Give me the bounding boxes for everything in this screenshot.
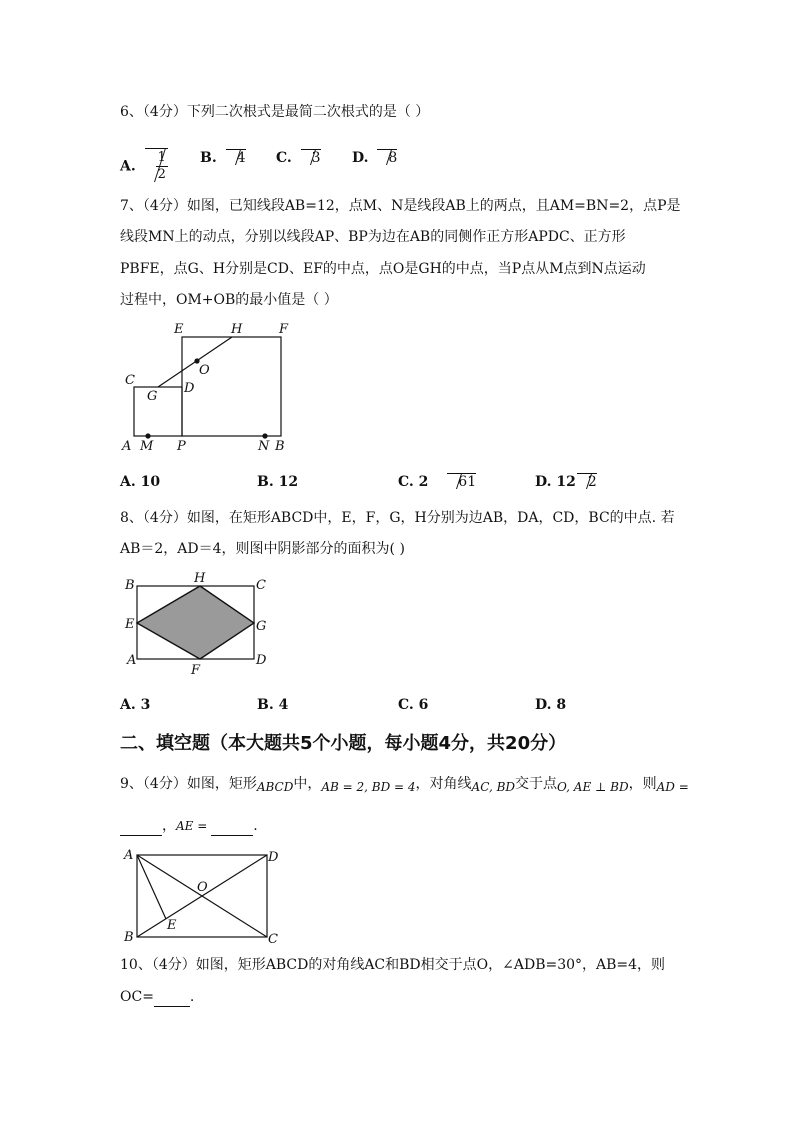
q7-option-a-value: 10 xyxy=(140,474,161,490)
q9-prefix: 9、（4分）如图，矩形 xyxy=(120,776,257,792)
q7-label-m: M xyxy=(140,439,154,454)
q7-option-a-label: A. xyxy=(120,474,136,490)
q8-option-a[interactable] xyxy=(120,695,150,715)
q8-line-1: 8、（4分）如图，在矩形ABCD中，E，F，G，H分别为边AB，DA，CD，BC的中点. 若 xyxy=(120,510,675,526)
q7-label-o: O xyxy=(199,363,210,378)
q9-figure xyxy=(118,845,288,945)
q9-label-b: B xyxy=(124,930,134,945)
q9-label-d: D xyxy=(268,850,279,865)
q10-line-1: 10、（4分）如图，矩形ABCD的对角线AC和BD相交于点O，∠ADB=30°，AB=4，则 xyxy=(120,957,666,973)
q8-label-a: A xyxy=(127,653,137,668)
q7-line-3: PBFE，点G、H分别是CD、EF的中点，点O是GH的中点，当P点从M点到N点运动 xyxy=(120,261,646,277)
q7-label-p: P xyxy=(177,439,186,454)
q7-option-b-label: B. xyxy=(257,474,274,490)
q9-separator: ， xyxy=(162,818,176,834)
q8-option-b-value: 4 xyxy=(278,697,289,713)
q8-label-e: E xyxy=(125,617,135,632)
q7-option-d-radical: 2 xyxy=(577,473,597,490)
q6-option-c-label: C. xyxy=(276,150,292,166)
q8-option-d-label: D. xyxy=(535,697,552,713)
q8-label-f: F xyxy=(191,663,201,678)
q8-option-a-label: A. xyxy=(120,697,136,713)
q7-line-4: 过程中，OM+OB的最小值是（ ） xyxy=(120,292,338,308)
q6-option-a-label: A. xyxy=(120,158,136,175)
q9-ask-ad: AD = xyxy=(656,780,689,794)
q8-label-c: C xyxy=(256,578,266,593)
q7-option-b[interactable] xyxy=(257,472,298,492)
q7-label-c: C xyxy=(125,373,135,388)
q6-option-b[interactable] xyxy=(200,148,246,168)
q9-mid1: 中， xyxy=(293,776,322,792)
q7-label-b: B xyxy=(275,439,285,454)
q6-option-a-fraction xyxy=(156,150,168,183)
section-2-title: 二、填空题（本大题共5个小题，每小题4分，共20分） xyxy=(120,733,567,754)
q7-option-c-label: C. xyxy=(398,474,414,490)
q7-line-1: 7、（4分）如图，已知线段AB=12，点M、N是线段AB上的两点，且AM=BN=2，点P是 xyxy=(120,198,681,214)
q10-line-2-end: . xyxy=(189,989,195,1005)
q7-square-pbfe xyxy=(182,337,281,436)
q8-option-c-value: 6 xyxy=(418,697,429,713)
q9-answer-blank-ae[interactable] xyxy=(211,835,253,836)
q8-option-b-label: B. xyxy=(257,697,274,713)
q6-option-a-denominator: 2 xyxy=(157,167,166,182)
q9-answer-blank-ad[interactable] xyxy=(120,835,162,836)
q6-option-d-label: D. xyxy=(352,150,369,166)
q7-option-d[interactable] xyxy=(535,472,597,492)
q8-label-b: B xyxy=(125,578,135,593)
q8-line-2: AB＝2，AD＝4，则图中阴影部分的面积为( ) xyxy=(120,541,405,557)
q9-label-c: C xyxy=(268,932,278,945)
q9-label-e: E xyxy=(167,918,177,933)
q6-option-a[interactable] xyxy=(120,148,168,183)
q9-rect-name: ABCD xyxy=(256,780,294,794)
q9-ask-ae: AE = xyxy=(176,819,208,833)
q7-option-b-value: 12 xyxy=(278,474,299,490)
q8-option-d-value: 8 xyxy=(556,697,567,713)
q6-option-a-radical xyxy=(145,148,168,183)
q7-label-g: G xyxy=(147,389,158,404)
q6-option-a-numerator: 1 xyxy=(157,150,166,165)
q8-label-h: H xyxy=(194,571,206,586)
q9-label-o: O xyxy=(197,880,208,895)
q8-option-d[interactable] xyxy=(535,695,566,715)
q7-label-n: N xyxy=(258,439,270,454)
q9-mid3: 交于点 xyxy=(515,776,558,792)
q8-shaded-rhombus xyxy=(137,586,254,659)
q8-option-b[interactable] xyxy=(257,695,288,715)
q7-option-d-label: D. xyxy=(535,474,552,490)
q7-label-a: A xyxy=(122,439,132,454)
q7-figure xyxy=(115,318,305,458)
q7-line-2: 线段MN上的动点，分别以线段AP、BP为边在AB的同侧作正方形APDC、正方形 xyxy=(120,229,626,245)
q6-option-d[interactable] xyxy=(352,148,397,168)
q10-line-2 xyxy=(120,987,194,1007)
q8-label-d: D xyxy=(256,653,267,668)
q9-diagonals: AC, BD xyxy=(471,780,516,794)
q7-label-h: H xyxy=(231,322,243,337)
q8-option-a-value: 3 xyxy=(140,697,151,713)
q9-mid4: ，则 xyxy=(628,776,657,792)
q7-option-d-value: 12 xyxy=(556,474,576,490)
q7-label-f: F xyxy=(279,322,289,337)
q7-label-e: E xyxy=(174,322,184,337)
q9-label-a: A xyxy=(124,848,134,863)
q7-option-c-radical: 61 xyxy=(447,473,476,490)
q8-option-c-label: C. xyxy=(398,697,414,713)
q8-option-c[interactable] xyxy=(398,695,428,715)
q9-mid2: ，对角线 xyxy=(415,776,472,792)
q6-option-d-radical: 8 xyxy=(377,149,397,166)
q6-option-b-radical: 4 xyxy=(226,149,246,166)
q9-line-1 xyxy=(120,774,689,794)
q6-option-c-radical: 3 xyxy=(301,149,321,166)
q7-square-apdc xyxy=(134,387,182,436)
q7-option-c-value: 2 xyxy=(418,474,429,490)
q6-stem: 6、（4分）下列二次根式是最简二次根式的是（ ） xyxy=(120,104,430,120)
q10-line-2-prefix: OC= xyxy=(120,989,154,1005)
q9-condition: O, AE ⊥ BD xyxy=(557,780,629,794)
q9-end: . xyxy=(253,818,258,834)
q6-option-c[interactable] xyxy=(276,148,321,168)
q7-point-n xyxy=(262,433,267,438)
q9-given: AB = 2, BD = 4 xyxy=(321,780,416,794)
q7-option-a[interactable] xyxy=(120,472,160,492)
q7-label-d: D xyxy=(184,381,195,396)
q8-figure xyxy=(120,568,280,680)
q7-point-m xyxy=(145,433,150,438)
q10-answer-blank[interactable] xyxy=(154,1006,190,1007)
q9-line-2 xyxy=(120,816,258,836)
q6-option-b-label: B. xyxy=(200,150,217,166)
q7-option-c[interactable] xyxy=(398,472,476,492)
q8-label-g: G xyxy=(256,619,267,634)
